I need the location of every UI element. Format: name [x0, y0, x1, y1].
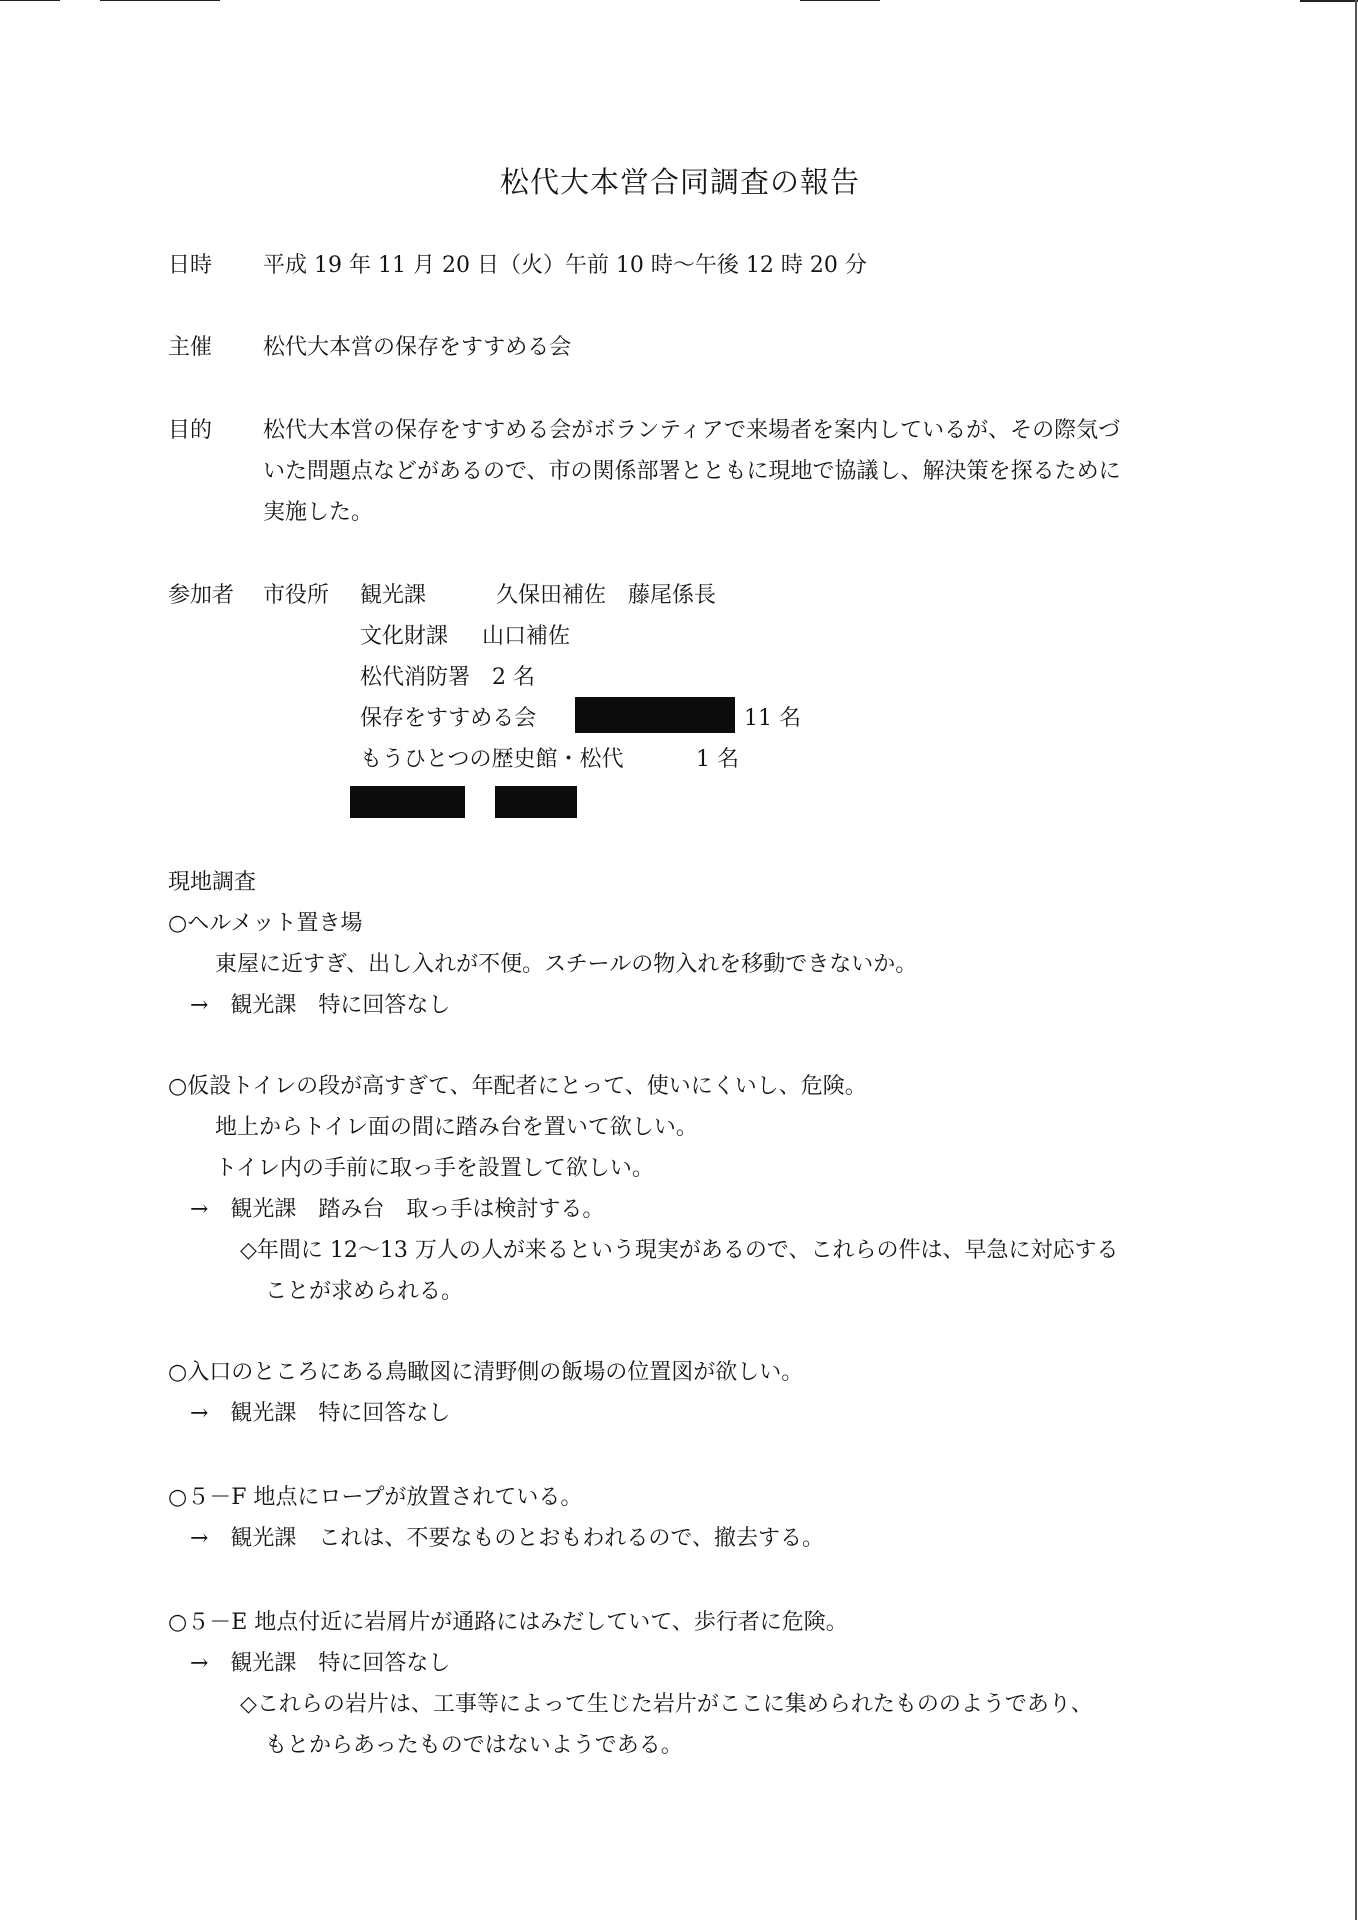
participant-society-count: 11 名	[744, 706, 801, 731]
scan-edge-mark	[100, 0, 220, 1]
date-label: 日時	[168, 253, 213, 278]
survey-note: もとからあったものではないようである。	[265, 1733, 683, 1758]
purpose-line: 松代大本営の保存をすすめる会がボランティアで来場者を案内しているが、その際気づ	[263, 418, 1121, 443]
scan-edge-mark	[800, 0, 880, 1]
survey-note: ◇年間に 12〜13 万人の人が来るという現実があるので、これらの件は、早急に対応する	[240, 1238, 1119, 1263]
document-title: 松代大本営合同調査の報告	[500, 165, 861, 199]
date-value: 平成 19 年 11 月 20 日（火）午前 10 時〜午後 12 時 20 分	[263, 253, 867, 278]
participant-city-hall: 市役所	[263, 583, 330, 608]
participants-label: 参加者	[168, 583, 235, 608]
participant-tourism-dept: 観光課	[360, 583, 427, 608]
participant-museum-count: 1 名	[696, 747, 739, 772]
purpose-line: いた問題点などがあるので、市の関係部署とともに現地で協議し、解決策を探るために	[263, 459, 1121, 484]
participant-culture-dept: 文化財課	[360, 624, 449, 649]
survey-heading: 現地調査	[168, 870, 257, 895]
purpose-line: 実施した。	[263, 500, 374, 525]
participant-museum: もうひとつの歴史館・松代	[360, 747, 624, 772]
participant-tourism-members: 久保田補佐 藤尾係長	[496, 583, 717, 608]
survey-detail: トイレ内の手前に取っ手を設置して欲しい。	[215, 1156, 654, 1181]
survey-item-heading: ○仮設トイレの段が高すぎて、年配者にとって、使いにくいし、危険。	[168, 1074, 867, 1099]
redaction-bar	[495, 786, 577, 818]
survey-item-heading: ○５－E 地点付近に岩屑片が通路にはみだしていて、歩行者に危険。	[168, 1610, 848, 1635]
survey-detail: 地上からトイレ面の間に踏み台を置いて欲しい。	[215, 1115, 698, 1140]
scan-edge-mark	[0, 0, 60, 1]
host-label: 主催	[168, 335, 213, 360]
participant-fire-dept: 松代消防署 2 名	[360, 665, 535, 690]
purpose-label: 目的	[168, 418, 213, 443]
scan-edge-mark	[1355, 0, 1357, 1920]
survey-item-heading: ○入口のところにある鳥瞰図に清野側の飯場の位置図が欲しい。	[168, 1360, 804, 1385]
participant-culture-members: 山口補佐	[482, 624, 571, 649]
survey-response: → 観光課 特に回答なし	[190, 1401, 451, 1426]
host-value: 松代大本営の保存をすすめる会	[263, 335, 572, 360]
scan-edge-mark	[1300, 0, 1358, 2]
survey-response: → 観光課 踏み台 取っ手は検討する。	[190, 1197, 605, 1222]
survey-response: → 観光課 特に回答なし	[190, 1651, 451, 1676]
survey-note: ◇これらの岩片は、工事等によって生じた岩片がここに集められたもののようであり、	[240, 1692, 1093, 1717]
survey-item-heading: ○５－F 地点にロープが放置されている。	[168, 1485, 583, 1510]
participant-society: 保存をすすめる会	[360, 706, 537, 731]
redaction-bar	[575, 697, 735, 733]
redaction-bar	[350, 786, 465, 818]
survey-response: → 観光課 特に回答なし	[190, 993, 451, 1018]
survey-detail: 東屋に近すぎ、出し入れが不便。スチールの物入れを移動できないか。	[215, 952, 918, 977]
survey-item-heading: ○ヘルメット置き場	[168, 911, 363, 936]
survey-note: ことが求められる。	[265, 1279, 464, 1304]
survey-response: → 観光課 これは、不要なものとおもわれるので、撤去する。	[190, 1526, 824, 1551]
